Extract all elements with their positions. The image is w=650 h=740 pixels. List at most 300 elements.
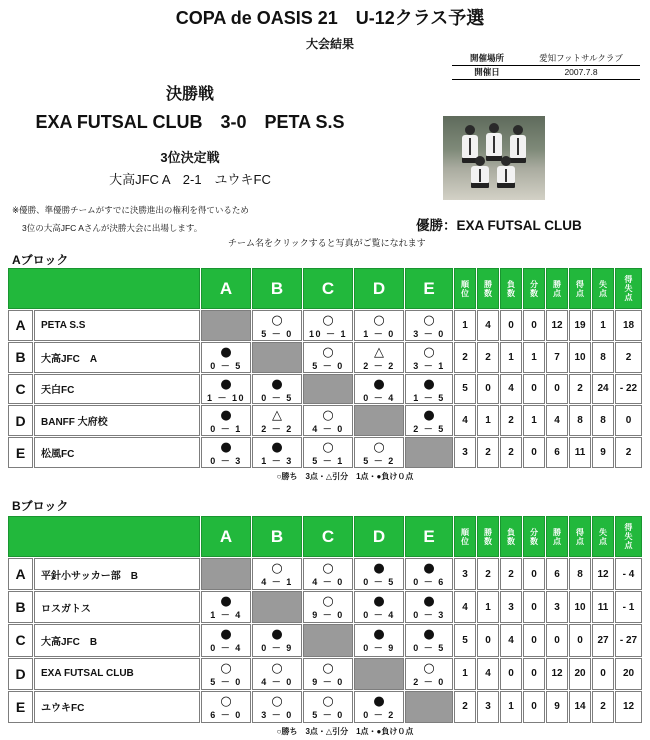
- column-header-rank: 順位: [454, 516, 476, 557]
- stat-wins: 2: [477, 558, 499, 590]
- match-score: 0 － 1: [210, 424, 242, 435]
- stat-goal-difference: 0: [615, 405, 642, 436]
- result-mark: ●: [373, 693, 385, 709]
- row-key: D: [8, 658, 33, 690]
- stat-wins: 3: [477, 691, 499, 723]
- stat-draws: 0: [523, 374, 545, 405]
- stat-goal-difference: 2: [615, 437, 642, 468]
- match-score: 2 － 2: [363, 360, 395, 371]
- match-result-cell: [405, 405, 453, 436]
- match-result-cell: [201, 658, 251, 690]
- row-key: C: [8, 624, 33, 656]
- stat-wins: 4: [477, 658, 499, 690]
- match-score: 1 － 3: [261, 456, 293, 467]
- column-header-opponent: D: [354, 268, 404, 309]
- third-place-result: 大高JFC A 2-1 ユウキFC: [109, 172, 271, 187]
- match-score: 1 － 0: [363, 329, 395, 339]
- stat-goals-for: 8: [569, 558, 591, 590]
- match-result-cell: [303, 591, 353, 623]
- result-mark: ●: [271, 627, 283, 643]
- result-mark: ●: [271, 376, 283, 392]
- result-mark: ○: [322, 344, 334, 360]
- stat-rank: 5: [454, 374, 476, 405]
- stat-goals-for: 8: [569, 405, 591, 436]
- match-score: 3 － 0: [261, 709, 293, 720]
- result-mark: ○: [373, 440, 385, 456]
- stat-losses: 4: [500, 624, 522, 656]
- match-score: 0 － 4: [210, 643, 242, 654]
- match-result-cell: [252, 658, 302, 690]
- result-mark: ●: [373, 376, 385, 392]
- column-header-losses: 負数: [500, 268, 522, 309]
- match-score: 0 － 3: [413, 610, 445, 621]
- match-score: 4 － 0: [312, 424, 344, 435]
- match-result-cell: [354, 374, 404, 405]
- stat-goal-difference: 12: [615, 691, 642, 723]
- self-match-cell: [252, 342, 302, 373]
- stat-draws: 0: [523, 558, 545, 590]
- self-match-cell: [354, 405, 404, 436]
- match-result-cell: [201, 437, 251, 468]
- stat-goal-difference: - 4: [615, 558, 642, 590]
- match-score: 0 － 4: [363, 392, 395, 403]
- column-header-goals-against: 失点: [592, 268, 614, 309]
- stat-wins: 0: [477, 374, 499, 405]
- venue-value: 愛知フットサルクラブ: [539, 53, 623, 63]
- date-row: [452, 66, 640, 80]
- venue-label: 開催場所: [469, 53, 504, 63]
- match-result-cell: [201, 374, 251, 405]
- stat-goal-difference: - 1: [615, 591, 642, 623]
- column-header-opponent: D: [354, 516, 404, 557]
- stat-draws: 1: [523, 342, 545, 373]
- column-header-draws: 分数: [523, 268, 545, 309]
- photo-person-body: [510, 135, 526, 163]
- stat-rank: 4: [454, 591, 476, 623]
- match-result-cell: [252, 310, 302, 341]
- match-result-cell: [201, 691, 251, 723]
- row-key: A: [8, 558, 33, 590]
- column-header-opponent: E: [405, 268, 453, 309]
- stat-goals-against: 8: [592, 405, 614, 436]
- stat-points: 12: [546, 658, 568, 690]
- column-header-points: 勝点: [546, 516, 568, 557]
- block-a-title: Aブロック: [12, 253, 69, 267]
- stat-goals-for: 10: [569, 591, 591, 623]
- row-key: A: [8, 310, 33, 341]
- stat-rank: 1: [454, 658, 476, 690]
- stat-goals-for: 14: [569, 691, 591, 723]
- match-score: 9 － 0: [312, 676, 344, 687]
- result-mark: ○: [423, 344, 435, 360]
- result-mark: ○: [322, 561, 334, 576]
- match-result-cell: [405, 624, 453, 656]
- self-match-cell: [354, 658, 404, 690]
- result-mark: ○: [322, 594, 334, 610]
- match-result-cell: [252, 437, 302, 468]
- result-mark: ○: [423, 313, 435, 328]
- column-header-opponent: A: [201, 516, 251, 557]
- stat-goals-against: 11: [592, 591, 614, 623]
- result-mark: ○: [271, 313, 283, 328]
- match-result-cell: [354, 437, 404, 468]
- match-result-cell: [405, 310, 453, 341]
- header-corner-cell: [8, 516, 200, 557]
- result-mark: ●: [423, 408, 435, 424]
- stat-draws: 0: [523, 437, 545, 468]
- match-score: 0 － 3: [210, 456, 242, 467]
- row-key: E: [8, 437, 33, 468]
- match-result-cell: [303, 437, 353, 468]
- stat-rank: 3: [454, 437, 476, 468]
- stat-wins: 4: [477, 310, 499, 341]
- stat-draws: 0: [523, 658, 545, 690]
- column-header-goals-for: 得点: [569, 268, 591, 309]
- stat-goals-against: 2: [592, 691, 614, 723]
- stat-goals-against: 12: [592, 558, 614, 590]
- match-score: 4 － 0: [261, 676, 293, 687]
- qualification-note-line-2: 3位の大高JFC Aさんが決勝大会に出場します。: [22, 223, 203, 233]
- team-name-cell: [34, 658, 200, 690]
- stat-points: 7: [546, 342, 568, 373]
- stat-goal-difference: 18: [615, 310, 642, 341]
- result-mark: ○: [322, 313, 334, 328]
- result-mark: ○: [322, 693, 334, 709]
- match-result-cell: [252, 405, 302, 436]
- team-link[interactable]: 平針小サッカー部 B: [41, 570, 139, 582]
- match-score: 0 － 9: [363, 643, 395, 654]
- match-score: 0 － 5: [413, 643, 445, 654]
- match-score: 6 － 0: [210, 709, 242, 720]
- team-link[interactable]: 松風FC: [41, 449, 75, 461]
- match-result-cell: [201, 342, 251, 373]
- match-score: 5 － 2: [363, 456, 395, 467]
- match-score: 0 － 2: [363, 709, 395, 720]
- stat-rank: 5: [454, 624, 476, 656]
- team-name-cell: [34, 310, 200, 341]
- column-header-opponent: A: [201, 268, 251, 309]
- row-key: E: [8, 691, 33, 723]
- result-mark: ○: [423, 660, 435, 676]
- block-a-standings-table: [8, 268, 642, 468]
- team-link[interactable]: BANFF 大府校: [41, 417, 108, 429]
- stat-rank: 3: [454, 558, 476, 590]
- team-name-cell: [34, 437, 200, 468]
- team-link[interactable]: ロスガトス: [41, 603, 91, 615]
- stat-goals-against: 27: [592, 624, 614, 656]
- stat-rank: 1: [454, 310, 476, 341]
- match-result-cell: [201, 591, 251, 623]
- stat-goals-for: 19: [569, 310, 591, 341]
- match-score: 0 － 5: [261, 392, 293, 403]
- match-score: 2 － 5: [413, 424, 445, 435]
- result-mark: ●: [220, 627, 232, 643]
- stat-wins: 0: [477, 624, 499, 656]
- match-result-cell: [354, 591, 404, 623]
- event-info-box: [452, 52, 640, 80]
- photo-person-head: [501, 156, 511, 166]
- self-match-cell: [201, 310, 251, 341]
- stat-losses: 2: [500, 437, 522, 468]
- match-result-cell: [303, 658, 353, 690]
- stat-wins: 2: [477, 437, 499, 468]
- match-result-cell: [354, 691, 404, 723]
- stat-rank: 4: [454, 405, 476, 436]
- stat-points: 0: [546, 624, 568, 656]
- result-mark: ●: [423, 376, 435, 392]
- date-label: 開催日: [474, 67, 500, 77]
- match-score: 10 － 1: [308, 329, 348, 339]
- match-score: 2 － 0: [413, 676, 445, 687]
- stat-points: 6: [546, 558, 568, 590]
- venue-row: [452, 52, 640, 66]
- stat-draws: 1: [523, 405, 545, 436]
- stat-points: 9: [546, 691, 568, 723]
- match-result-cell: [354, 310, 404, 341]
- result-mark: ○: [271, 561, 283, 576]
- match-score: 5 － 0: [210, 676, 242, 687]
- stat-goal-difference: - 22: [615, 374, 642, 405]
- column-header-goals-against: 失点: [592, 516, 614, 557]
- self-match-cell: [252, 591, 302, 623]
- stat-goals-for: 2: [569, 374, 591, 405]
- team-name-cell: [34, 374, 200, 405]
- match-result-cell: [354, 558, 404, 590]
- match-score: 5 － 1: [312, 456, 344, 467]
- team-link[interactable]: 大高JFC A: [41, 353, 98, 365]
- result-mark: ○: [322, 440, 334, 456]
- match-score: 0 － 4: [363, 610, 395, 621]
- stat-losses: 1: [500, 342, 522, 373]
- self-match-cell: [201, 558, 251, 590]
- stat-goals-against: 8: [592, 342, 614, 373]
- stat-goal-difference: 20: [615, 658, 642, 690]
- block-b-standings-table: [8, 516, 642, 723]
- self-match-cell: [405, 691, 453, 723]
- result-mark: ●: [220, 376, 232, 392]
- stat-wins: 1: [477, 591, 499, 623]
- match-score: 0 － 5: [363, 577, 395, 587]
- column-header-opponent: C: [303, 268, 353, 309]
- match-score: 1 － 10: [206, 392, 246, 403]
- stat-losses: 1: [500, 691, 522, 723]
- result-mark: ●: [423, 627, 435, 643]
- photo-person-head: [475, 156, 485, 166]
- third-place-heading: 3位決定戦: [160, 150, 220, 165]
- result-mark: △: [272, 408, 282, 424]
- stat-draws: 0: [523, 691, 545, 723]
- row-key: B: [8, 342, 33, 373]
- column-header-goal-difference: 得失点: [615, 268, 642, 309]
- result-mark: ○: [220, 693, 232, 709]
- match-score: 3 － 0: [413, 329, 445, 339]
- team-link[interactable]: EXA FUTSAL CLUB: [41, 668, 134, 680]
- stat-draws: 0: [523, 624, 545, 656]
- photo-person-body: [486, 133, 502, 161]
- stat-points: 12: [546, 310, 568, 341]
- match-result-cell: [303, 558, 353, 590]
- stat-goal-difference: - 27: [615, 624, 642, 656]
- photo-person-head: [489, 123, 499, 133]
- match-score: 5 － 0: [312, 360, 344, 371]
- row-key: B: [8, 591, 33, 623]
- match-result-cell: [252, 374, 302, 405]
- stat-goals-against: 1: [592, 310, 614, 341]
- photo-person-body: [471, 166, 489, 188]
- match-result-cell: [252, 558, 302, 590]
- result-mark: ●: [271, 440, 283, 456]
- stat-goals-against: 9: [592, 437, 614, 468]
- match-result-cell: [252, 691, 302, 723]
- match-score: 0 － 5: [210, 360, 242, 371]
- photo-person-head: [513, 125, 523, 135]
- photo-person-body: [497, 166, 515, 188]
- page-title: COPA de OASIS 21 U-12クラス予選: [175, 8, 485, 28]
- self-match-cell: [405, 437, 453, 468]
- match-score: 5 － 0: [261, 329, 293, 339]
- stat-losses: 2: [500, 558, 522, 590]
- stat-rank: 2: [454, 342, 476, 373]
- match-result-cell: [303, 405, 353, 436]
- match-score: 5 － 0: [312, 709, 344, 720]
- team-name-cell: [34, 342, 200, 373]
- match-score: 0 － 9: [261, 643, 293, 654]
- block-b-legend: ○勝ち 3点・△引分 1点・●負け０点: [276, 727, 414, 736]
- stat-points: 6: [546, 437, 568, 468]
- team-name-cell: [34, 591, 200, 623]
- row-key: D: [8, 405, 33, 436]
- result-mark: ○: [322, 408, 334, 424]
- stat-draws: 0: [523, 591, 545, 623]
- result-mark: ●: [373, 561, 385, 576]
- stat-goals-for: 20: [569, 658, 591, 690]
- stat-goal-difference: 2: [615, 342, 642, 373]
- result-mark: ●: [423, 561, 435, 576]
- final-heading: 決勝戦: [165, 86, 214, 103]
- date-value: 2007.7.8: [564, 67, 598, 77]
- page-subtitle: 大会結果: [305, 37, 354, 51]
- match-result-cell: [201, 624, 251, 656]
- self-match-cell: [303, 374, 353, 405]
- stat-points: 0: [546, 374, 568, 405]
- match-score: 2 － 2: [261, 424, 293, 435]
- match-result-cell: [405, 374, 453, 405]
- champion-label: 優勝：EXA FUTSAL CLUB: [416, 218, 582, 233]
- qualification-note-line-1: ※優勝、準優勝チームがすでに決勝進出の権利を得ているため: [12, 205, 249, 215]
- stat-goals-for: 11: [569, 437, 591, 468]
- stat-points: 4: [546, 405, 568, 436]
- self-match-cell: [303, 624, 353, 656]
- result-mark: ●: [423, 594, 435, 610]
- column-header-rank: 順位: [454, 268, 476, 309]
- stat-goals-for: 10: [569, 342, 591, 373]
- match-result-cell: [303, 691, 353, 723]
- match-score: 4 － 0: [312, 577, 344, 587]
- match-result-cell: [252, 624, 302, 656]
- block-a-legend: ○勝ち 3点・△引分 1点・●負け０点: [276, 472, 414, 481]
- stat-losses: 0: [500, 658, 522, 690]
- result-mark: ●: [220, 594, 232, 610]
- match-score: 1 － 5: [413, 392, 445, 403]
- result-mark: ○: [271, 693, 283, 709]
- team-name-cell: [34, 691, 200, 723]
- column-header-opponent: B: [252, 268, 302, 309]
- result-mark: ●: [220, 344, 232, 360]
- stat-wins: 2: [477, 342, 499, 373]
- column-header-opponent: B: [252, 516, 302, 557]
- match-score: 0 － 6: [413, 577, 445, 587]
- column-header-losses: 負数: [500, 516, 522, 557]
- team-link[interactable]: 天白FC: [41, 385, 75, 397]
- column-header-opponent: E: [405, 516, 453, 557]
- match-result-cell: [405, 558, 453, 590]
- match-result-cell: [405, 658, 453, 690]
- team-link[interactable]: ユウキFC: [41, 703, 85, 715]
- stat-goals-for: 0: [569, 624, 591, 656]
- column-header-points: 勝点: [546, 268, 568, 309]
- team-link[interactable]: 大高JFC B: [41, 636, 98, 648]
- stat-losses: 4: [500, 374, 522, 405]
- result-mark: ●: [373, 594, 385, 610]
- stat-losses: 0: [500, 310, 522, 341]
- stat-goals-against: 0: [592, 658, 614, 690]
- column-header-goal-difference: 得失点: [615, 516, 642, 557]
- match-score: 9 － 0: [312, 610, 344, 621]
- team-photo: [443, 116, 545, 200]
- result-mark: ●: [220, 408, 232, 424]
- result-mark: ○: [220, 660, 232, 676]
- match-score: 4 － 1: [261, 577, 293, 587]
- result-mark: ○: [373, 313, 385, 328]
- match-score: 1 － 4: [210, 610, 242, 621]
- row-key: C: [8, 374, 33, 405]
- result-mark: ●: [220, 440, 232, 456]
- match-result-cell: [405, 591, 453, 623]
- team-link[interactable]: PETA S.S: [41, 319, 86, 331]
- match-result-cell: [354, 624, 404, 656]
- result-mark: ○: [271, 660, 283, 676]
- match-result-cell: [303, 342, 353, 373]
- match-result-cell: [201, 405, 251, 436]
- result-mark: ●: [373, 627, 385, 643]
- stat-losses: 2: [500, 405, 522, 436]
- team-name-cell: [34, 624, 200, 656]
- stat-rank: 2: [454, 691, 476, 723]
- team-name-cell: [34, 405, 200, 436]
- stat-draws: 0: [523, 310, 545, 341]
- stat-wins: 1: [477, 405, 499, 436]
- column-header-goals-for: 得点: [569, 516, 591, 557]
- team-name-cell: [34, 558, 200, 590]
- photo-hint: チーム名をクリックすると写真がご覧になれます: [228, 238, 426, 248]
- match-result-cell: [405, 342, 453, 373]
- photo-person-head: [465, 125, 475, 135]
- match-result-cell: [303, 310, 353, 341]
- stat-goals-against: 24: [592, 374, 614, 405]
- column-header-draws: 分数: [523, 516, 545, 557]
- stat-losses: 3: [500, 591, 522, 623]
- result-mark: ○: [322, 660, 334, 676]
- block-b-title: Bブロック: [12, 499, 69, 513]
- result-mark: △: [374, 344, 384, 360]
- column-header-opponent: C: [303, 516, 353, 557]
- final-result: EXA FUTSAL CLUB 3-0 PETA S.S: [35, 112, 345, 132]
- match-result-cell: [354, 342, 404, 373]
- column-header-wins: 勝数: [477, 268, 499, 309]
- header-corner-cell: [8, 268, 200, 309]
- column-header-wins: 勝数: [477, 516, 499, 557]
- match-score: 3 － 1: [413, 360, 445, 371]
